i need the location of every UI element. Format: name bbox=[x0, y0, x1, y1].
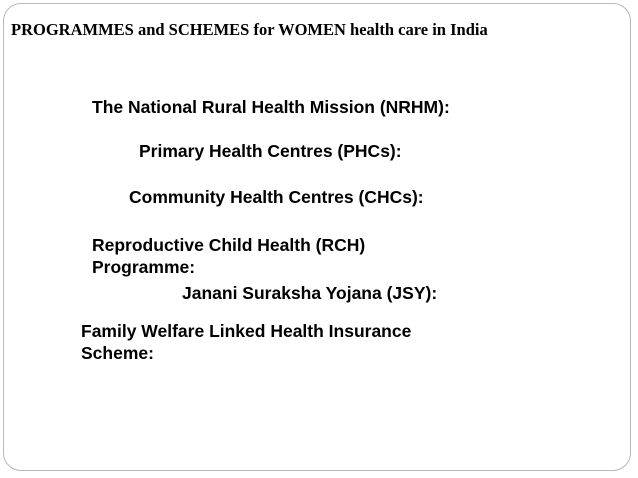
list-item-text-continued: Programme: bbox=[92, 257, 196, 277]
list-item-text: Family Welfare Linked Health Insurance bbox=[81, 321, 412, 341]
list-item-text: The National Rural Health Mission (NRHM): bbox=[92, 97, 450, 117]
list-item-text: Community Health Centres (CHCs): bbox=[129, 187, 424, 207]
list-item-text-continued: Scheme: bbox=[81, 343, 154, 363]
list-item-text: Janani Suraksha Yojana (JSY): bbox=[182, 283, 438, 303]
list-item-jsy bbox=[182, 282, 437, 304]
list-item-text: Primary Health Centres (PHCs): bbox=[139, 141, 402, 161]
list-item-rch bbox=[92, 234, 365, 278]
list-item-phc bbox=[139, 140, 402, 162]
list-item-chc bbox=[129, 186, 424, 208]
list-item-text: Reproductive Child Health (RCH) bbox=[92, 235, 366, 255]
list-item-family-welfare bbox=[81, 320, 411, 364]
list-item-nrhm bbox=[92, 96, 450, 118]
slide-title: PROGRAMMES and SCHEMES for WOMEN health care in India bbox=[11, 20, 488, 39]
